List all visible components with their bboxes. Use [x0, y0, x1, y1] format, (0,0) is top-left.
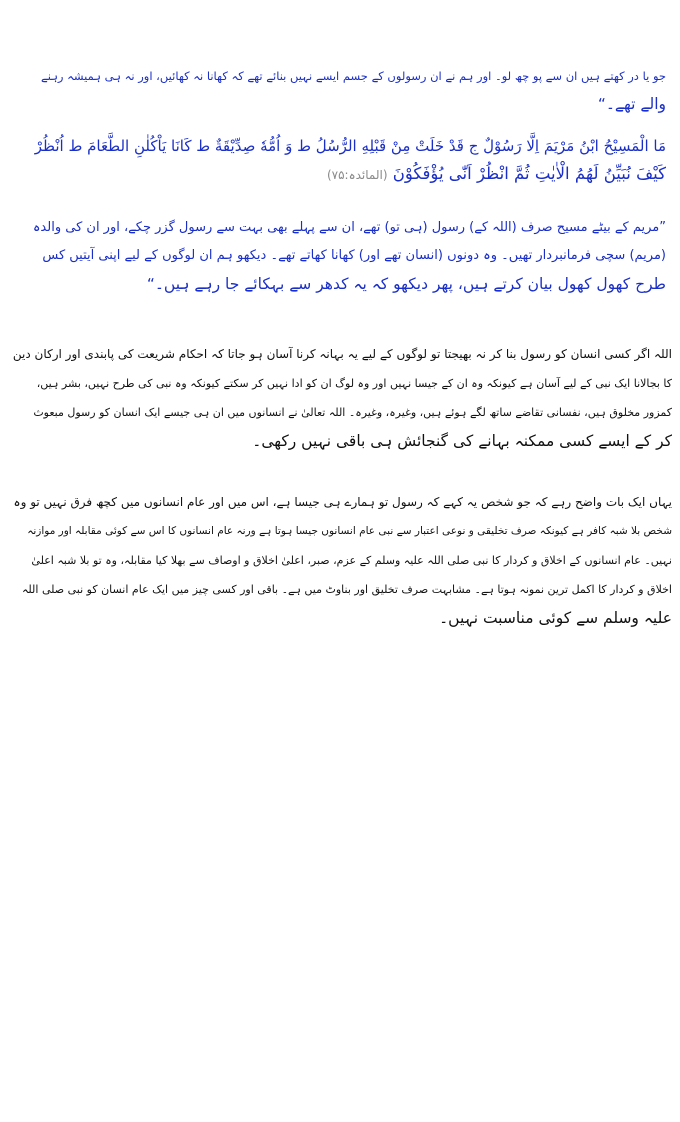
paragraph-line: اللہ اگر کسی انسان کو رسول بنا کر نہ بھیجتا تو لوگوں کے لیے یہ بہانہ کرنا آسان ہو جاتا کہ احکام شریعت کی پابندی اور ارکان دین: [12, 347, 672, 361]
paragraph-1: [10, 340, 672, 456]
quote-translation-2: [30, 214, 666, 298]
paragraph-line: کمزور مخلوق ہیں، نفسانی تقاضے ساتھ لگے ہوئے ہیں، وغیرہ، وغیرہ۔ اللہ تعالیٰ نے انسانوں میں ان ہی جیسے ایک انسان کو رسول مبعوث: [33, 406, 672, 419]
quote-line: (مریم) سچی فرمانبردار تھیں۔ وہ دونوں (انسان تھے اور) کھانا کھاتے تھے۔ دیکھو ہم ان لوگوں کے لیے اپنی آیتیں کس: [42, 248, 666, 263]
quote-line: جو یا در کھتے ہیں ان سے پو چھ لو۔ اور ہم نے ان رسولوں کے جسم ایسے نہیں بنائے تھے کہ کھانا نہ کھائیں، اور نہ ہی ہمیشہ رہنے: [40, 69, 666, 83]
ayah-text: كَيْفَ نُبَيِّنُ لَهُمُ الْاٰيٰتِ ثُمَّ انْظُرْ اَنّٰى يُؤْفَكُوْنَ: [392, 164, 666, 183]
ayah-line: [30, 160, 666, 189]
paragraph-line: اخلاق و کردار کا اکمل ترین نمونہ ہوتا ہے۔ مشابہت صرف تخلیق اور بناوٹ میں ہے۔ باقی اور کسی چیز میں ایک عام انسان کو نبی صلی اللہ: [21, 583, 672, 596]
paragraph-line: یہاں ایک بات واضح رہے کہ جو شخص یہ کہے کہ رسول تو ہمارے ہی جیسا ہے، اس میں اور عام انسانوں میں کچھ فرق نہیں تو وہ: [13, 495, 672, 509]
paragraph-line: علیہ وسلم سے کوئی مناسبت نہیں۔: [439, 609, 672, 627]
quote-line: والے تھے۔“: [597, 95, 666, 113]
paragraph-line: کر کے ایسے کسی ممکنہ بہانے کی گنجائش ہی باقی نہیں رکھی۔: [252, 432, 672, 450]
paragraph-line: کا بجالانا ایک نبی کے لیے آسان ہے کیونکہ وہ ان کے جیسا نہیں اور وہ لوگ ان کو ادا نہیں کر سکتے کیونکہ وہ نبی کی طرح نہیں، بشر ہیں،: [36, 377, 672, 390]
quote-line: طرح کھول کھول بیان کرتے ہیں، پھر دیکھو کہ یہ کدھر سے بہکائے جا رہے ہیں۔“: [146, 275, 666, 293]
ayah-line: مَا الْمَسِيْحُ ابْنُ مَرْيَمَ اِلَّا رَسُوْلٌ ج قَدْ خَلَتْ مِنْ قَبْلِهِ الرُّسُلُ ط وَ اُمُّهٗ صِدِّيْقَةٌ ط كَانَا يَاْكُلٰنِ الطَّعَامَ ط اُنْظُرْ: [34, 137, 666, 155]
paragraph-2: [10, 488, 672, 633]
paragraph-line: نہیں۔ عام انسانوں کے اخلاق و کردار کا نبی صلی اللہ علیہ وسلم کے عزم، صبر، اعلیٰ اخلاق و اوصاف سے بھلا کیا مقابلہ، وہ تو بلا شبہ اعلیٰ: [31, 554, 672, 567]
ayah-block: [30, 132, 666, 189]
paragraph-line: شخص بلا شبہ کافر ہے کیونکہ صرف تخلیقی و نوعی اعتبار سے نبی عام انسانوں جیسا ہوتا ہے ورنہ عام انسانوں کا اس سے کوئی مقابلہ اور موازنہ: [27, 525, 672, 537]
quote-translation-1: [30, 62, 666, 118]
quote-line: ”مریم کے بیٹے مسیح صرف (اللہ کے) رسول (ہی تو) تھے، ان سے پہلے بھی بہت سے رسول گزر چکے، اور ان کی والدہ: [32, 220, 666, 235]
ayah-reference: (المائدہ:۷۵): [326, 168, 388, 182]
